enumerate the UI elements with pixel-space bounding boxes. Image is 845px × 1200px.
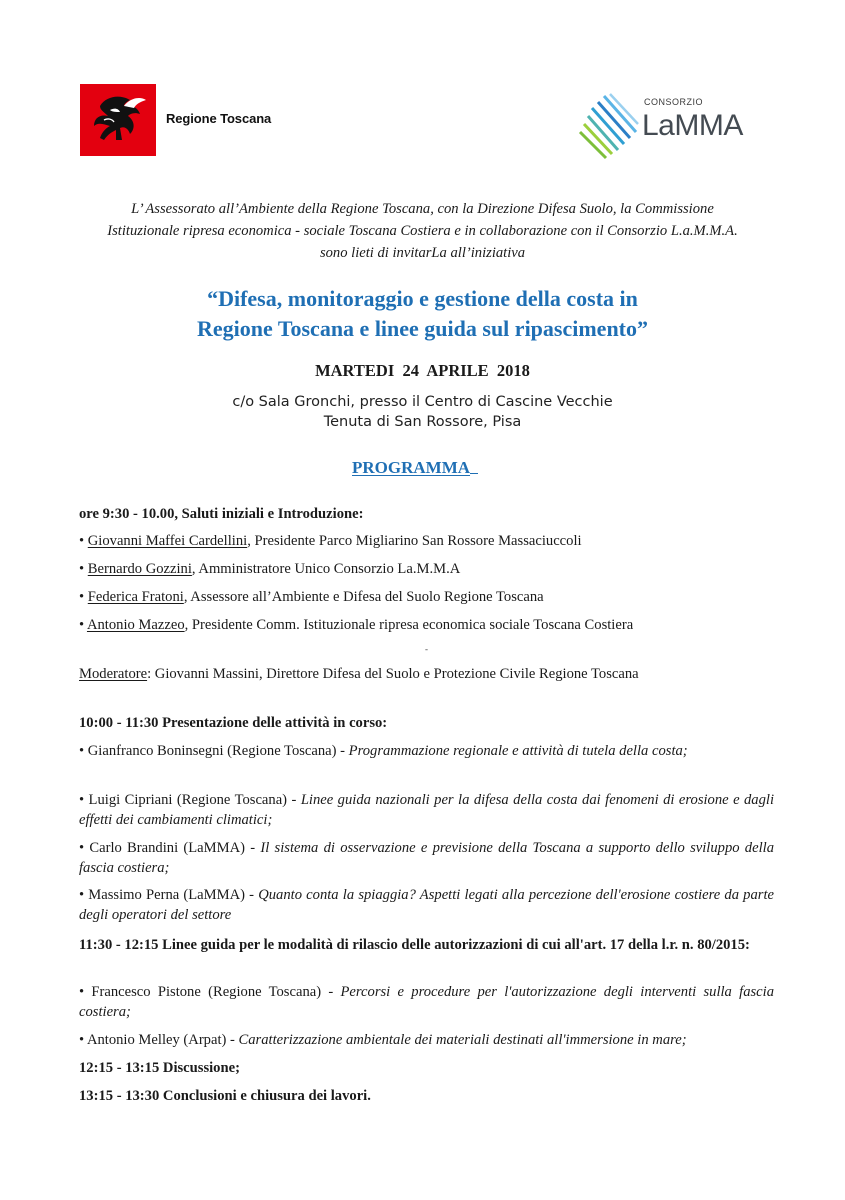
event-title-line: Regione Toscana e linee guida sul ripascimento”: [196, 316, 649, 341]
talk-topic: Il sistema di osservazione e previsione della Toscana a supporto dello sviluppo della fascia costiera;: [79, 840, 774, 876]
session-heading: 10:00 - 11:30 Presentazione delle attività in corso:: [79, 715, 388, 731]
lamma-wordmark: LaMMA: [642, 109, 743, 142]
talk-topic: Percorsi e procedure per l'autorizzazione degli interventi sulla fascia costiera;: [79, 984, 774, 1020]
talk-item: • Luigi Cipriani (Regione Toscana) - Linee guida nazionali per la difesa della costa dai fenomeni di erosione e dagli effetti dei cambiamenti climatici;: [79, 792, 774, 828]
programma-heading: PROGRAMMA: [352, 458, 478, 478]
talk-item: • Antonio Melley (Arpat) - Caratterizzazione ambientale dei materiali destinati all'immersione in mare;: [79, 1032, 687, 1048]
venue-line: Tenuta di San Rossore, Pisa: [323, 414, 522, 430]
speaker-line: • Antonio Mazzeo, Presidente Comm. Istituzionale ripresa economica sociale Toscana Costiera: [79, 617, 634, 633]
lamma-consorzio-label: CONSORZIO: [644, 97, 704, 107]
speaker-name: Antonio Mazzeo: [86, 617, 185, 633]
talk-topic: Caratterizzazione ambientale dei materiali destinati all'immersione in mare;: [238, 1032, 687, 1048]
talk-topic: Programmazione regionale e attività di tutela della costa;: [348, 743, 688, 759]
venue-line: c/o Sala Gronchi, presso il Centro di Cascine Vecchie: [232, 394, 613, 410]
moderator-line: Moderatore: Giovanni Massini, Direttore Difesa del Suolo e Protezione Civile Regione Toscana: [79, 666, 639, 682]
speaker-line: • Bernardo Gozzini, Amministratore Unico Consorzio La.M.M.A: [79, 561, 461, 577]
event-venue: [60, 392, 785, 432]
intro-text: [60, 198, 785, 264]
separator-mark: -: [425, 644, 428, 654]
moderator-label: Moderatore: [79, 666, 148, 682]
talk-item: • Francesco Pistone (Regione Toscana) - Percorsi e procedure per l'autorizzazione degli interventi sulla fascia costiera;: [79, 984, 774, 1020]
speaker-line: • Giovanni Maffei Cardellini, Presidente Parco Migliarino San Rossore Massaciuccoli: [79, 533, 582, 549]
regione-toscana-logo-text: Regione Toscana: [166, 111, 272, 126]
session-heading: ore 9:30 - 10.00, Saluti iniziali e Introduzione:: [79, 506, 364, 522]
regione-toscana-logo: [80, 84, 156, 156]
speaker-name: Federica Fratoni: [87, 589, 184, 605]
session-heading: 12:15 - 13:15 Discussione;: [79, 1060, 240, 1076]
event-title: [60, 284, 785, 344]
speaker-line: • Federica Fratoni, Assessore all’Ambiente e Difesa del Suolo Regione Toscana: [79, 589, 544, 605]
talk-topic: Quanto conta la spiaggia? Aspetti legati alla percezione dell'erosione costiere da parte degli operatori del settore: [79, 887, 774, 923]
lamma-logo: [576, 92, 746, 162]
talk-topic: Linee guida nazionali per la difesa della costa dai fenomeni di erosione e dagli effetti dei cambiamenti climatici;: [79, 792, 774, 828]
intro-line: sono lieti di invitarLa all’iniziativa: [319, 245, 526, 261]
session-heading: 13:15 - 13:30 Conclusioni e chiusura dei lavori.: [79, 1088, 371, 1104]
session-heading: 11:30 - 12:15 Linee guida per le modalità di rilascio delle autorizzazioni di cui all'art. 17 della l.r. n. 80/2015:: [79, 937, 750, 953]
talk-item: • Gianfranco Boninsegni (Regione Toscana) - Programmazione regionale e attività di tutela della costa;: [79, 743, 688, 759]
intro-line: L’ Assessorato all’Ambiente della Regione Toscana, con la Direzione Difesa Suolo, la Commissione: [131, 201, 714, 217]
lamma-stripes-icon: [576, 92, 640, 162]
talk-item: • Massimo Perna (LaMMA) - Quanto conta la spiaggia? Aspetti legati alla percezione dell'erosione costiere da parte degli operatori del settore: [79, 887, 774, 923]
pegasus-icon: [80, 84, 156, 156]
speaker-name: Giovanni Maffei Cardellini: [87, 533, 248, 549]
event-title-line: “Difesa, monitoraggio e gestione della costa in: [207, 286, 638, 311]
event-date: MARTEDI 24 APRILE 2018: [315, 361, 530, 380]
speaker-name: Bernardo Gozzini: [87, 561, 192, 577]
intro-line: Istituzionale ripresa economica - sociale Toscana Costiera e in collaborazione con il Consorzio L.a.M.M.A.: [107, 223, 738, 239]
talk-item: • Carlo Brandini (LaMMA) - Il sistema di osservazione e previsione della Toscana a supporto dello sviluppo della fascia costiera;: [79, 840, 774, 876]
